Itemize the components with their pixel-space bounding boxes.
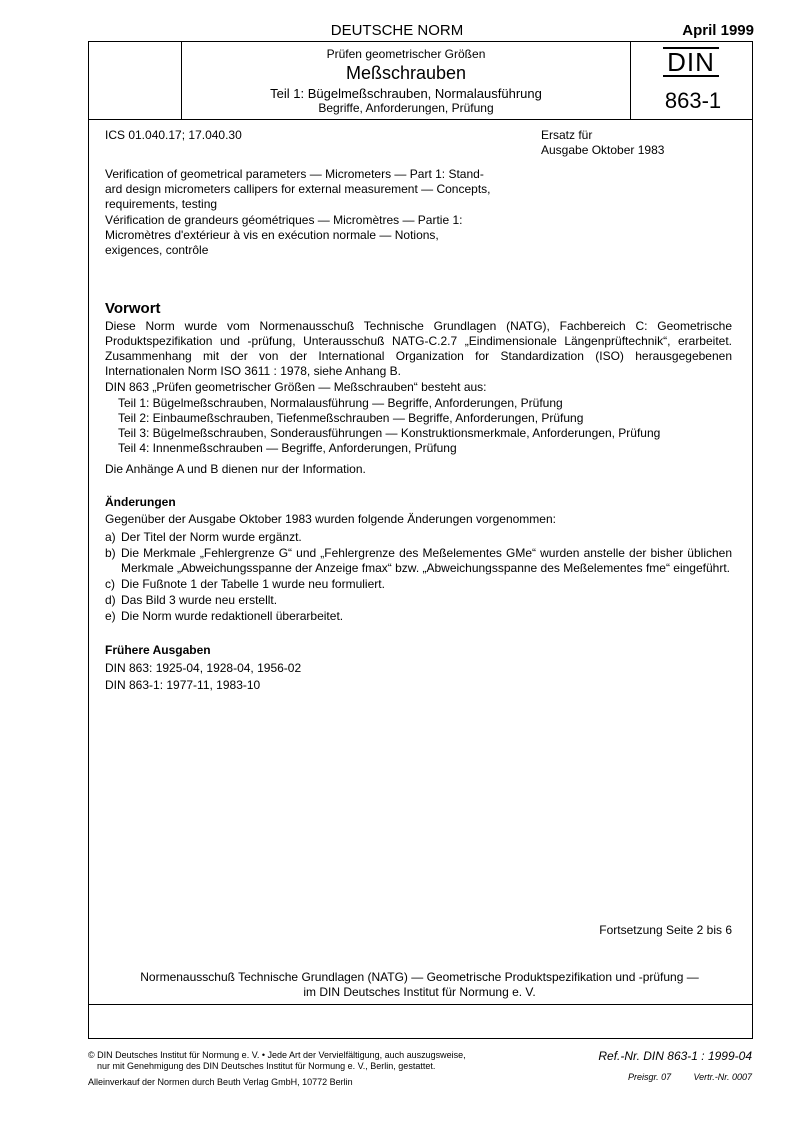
issue-date: April 1999 [682,22,754,39]
list-item: d) Das Bild 3 wurde neu erstellt. [105,593,278,607]
header-main-title: Meßschrauben [345,63,467,83]
earlier-editions-1: DIN 863: 1925-04, 1928-04, 1956-02 [105,661,302,675]
vorwort-heading: Vorwort [105,300,161,317]
committee: Normenausschuß Technische Grundlagen (NATG) — Geometrische Produktspezifikation und -prüfung — im DIN Deutsches Institut für Normung e. V. [140,970,699,999]
aenderungen-heading: Änderungen [105,495,176,509]
distribution-number: Vertr.-Nr. 0007 [693,1072,752,1082]
replaces-label: Ersatz für [541,128,593,142]
copyright-notice: © DIN Deutsches Institut für Normung e. V. • Jede Art der Vervielfältigung, auch auszugsweise, nur mit Genehmigung des DIN Deutsches Institut für Normung e. V., Berlin, gestattet. [88,1050,466,1071]
list-item: b) Die Merkmale „Fehlergrenze G“ und „Fehlergrenze des Meßelementes GMe“ wurden anstelle der bisher üblichen Merkmale „Abweichungsspanne der Anzeige fmax“ bzw. „Abweichungsspanne des Meßelementes fme“ eingeführt. [105,546,732,575]
list-item: Teil 1: Bügelmeßschrauben, Normalausführung — Begriffe, Anforderungen, Prüfung [118,396,563,410]
committee-divider [88,1004,752,1005]
aenderungen-intro: Gegenüber der Ausgabe Oktober 1983 wurden folgende Änderungen vorgenommen: [105,512,556,526]
annex-note: Die Anhänge A und B dienen nur der Information. [105,462,366,476]
fruehere-heading: Frühere Ausgaben [105,643,211,657]
din-number: 863-1 [664,88,722,113]
sales-notice: Alleinverkauf der Normen durch Beuth Verlag GmbH, 10772 Berlin [88,1077,353,1087]
continuation-note: Fortsetzung Seite 2 bis 6 [599,923,732,937]
aenderungen-list [105,530,732,624]
header-part-title: Teil 1: Bügelmeßschrauben, Normalausführung [270,86,542,101]
list-item: Teil 3: Bügelmeßschrauben, Sonderausführungen — Konstruktionsmerkmale, Anforderungen, Prüfung [118,426,661,440]
header-title-block [182,42,630,115]
list-item: a) Der Titel der Norm wurde ergänzt. [105,530,302,544]
list-item: Teil 4: Innenmeßschrauben — Begriffe, Anforderungen, Prüfung [118,441,457,455]
header-part-subtitle: Begriffe, Anforderungen, Prüfung [318,101,494,115]
french-title: Vérification de grandeurs géométriques — Micromètres — Partie 1: Micromètres d'extérieur à vis en exécution normale — Notions, exigences, contrôle [105,213,463,257]
list-item: Teil 2: Einbaumeßschrauben, Tiefenmeßschrauben — Begriffe, Anforderungen, Prüfung [118,411,584,425]
replaces-edition: Ausgabe Oktober 1983 [541,143,665,157]
english-title: Verification of geometrical parameters — Micrometers — Part 1: Stand- ard design micrometers callipers for external measurement — Concepts, requirements, testing [105,167,491,211]
vorwort-paragraph: Diese Norm wurde vom Normenausschuß Technische Grundlagen (NATG), Fachbereich C: Geometrische Produktspezifikation und -prüfung, Unterausschuß NATG-C.2.7 „Eindimensionale Längenprüftechnik“, erarbeitet. Zusammenhang mit der von der International Organization for Standardization (ISO) herausgegebenen Internationalen Norm ISO 3611 : 1978, siehe Anhang B. [105,319,732,378]
header-box [88,41,753,120]
earlier-editions-2: DIN 863-1: 1977-11, 1983-10 [105,678,261,692]
vorwort-parts-intro: DIN 863 „Prüfen geometrischer Größen — Meßschrauben“ besteht aus: [105,380,487,394]
reference-number: Ref.-Nr. DIN 863-1 : 1999-04 [598,1049,752,1063]
din-logo: DIN [638,47,744,78]
list-item: e) Die Norm wurde redaktionell überarbeitet. [105,609,344,623]
ics-code: ICS 01.040.17; 17.040.30 [105,128,242,142]
header-subject: Prüfen geometrischer Größen [326,47,486,61]
document-type: DEUTSCHE NORM [330,22,464,39]
list-item: c) Die Fußnote 1 der Tabelle 1 wurde neu formuliert. [105,577,385,591]
header-divider-right [630,42,631,119]
parts-list [105,396,745,456]
price-group: Preisgr. 07 [628,1072,672,1082]
